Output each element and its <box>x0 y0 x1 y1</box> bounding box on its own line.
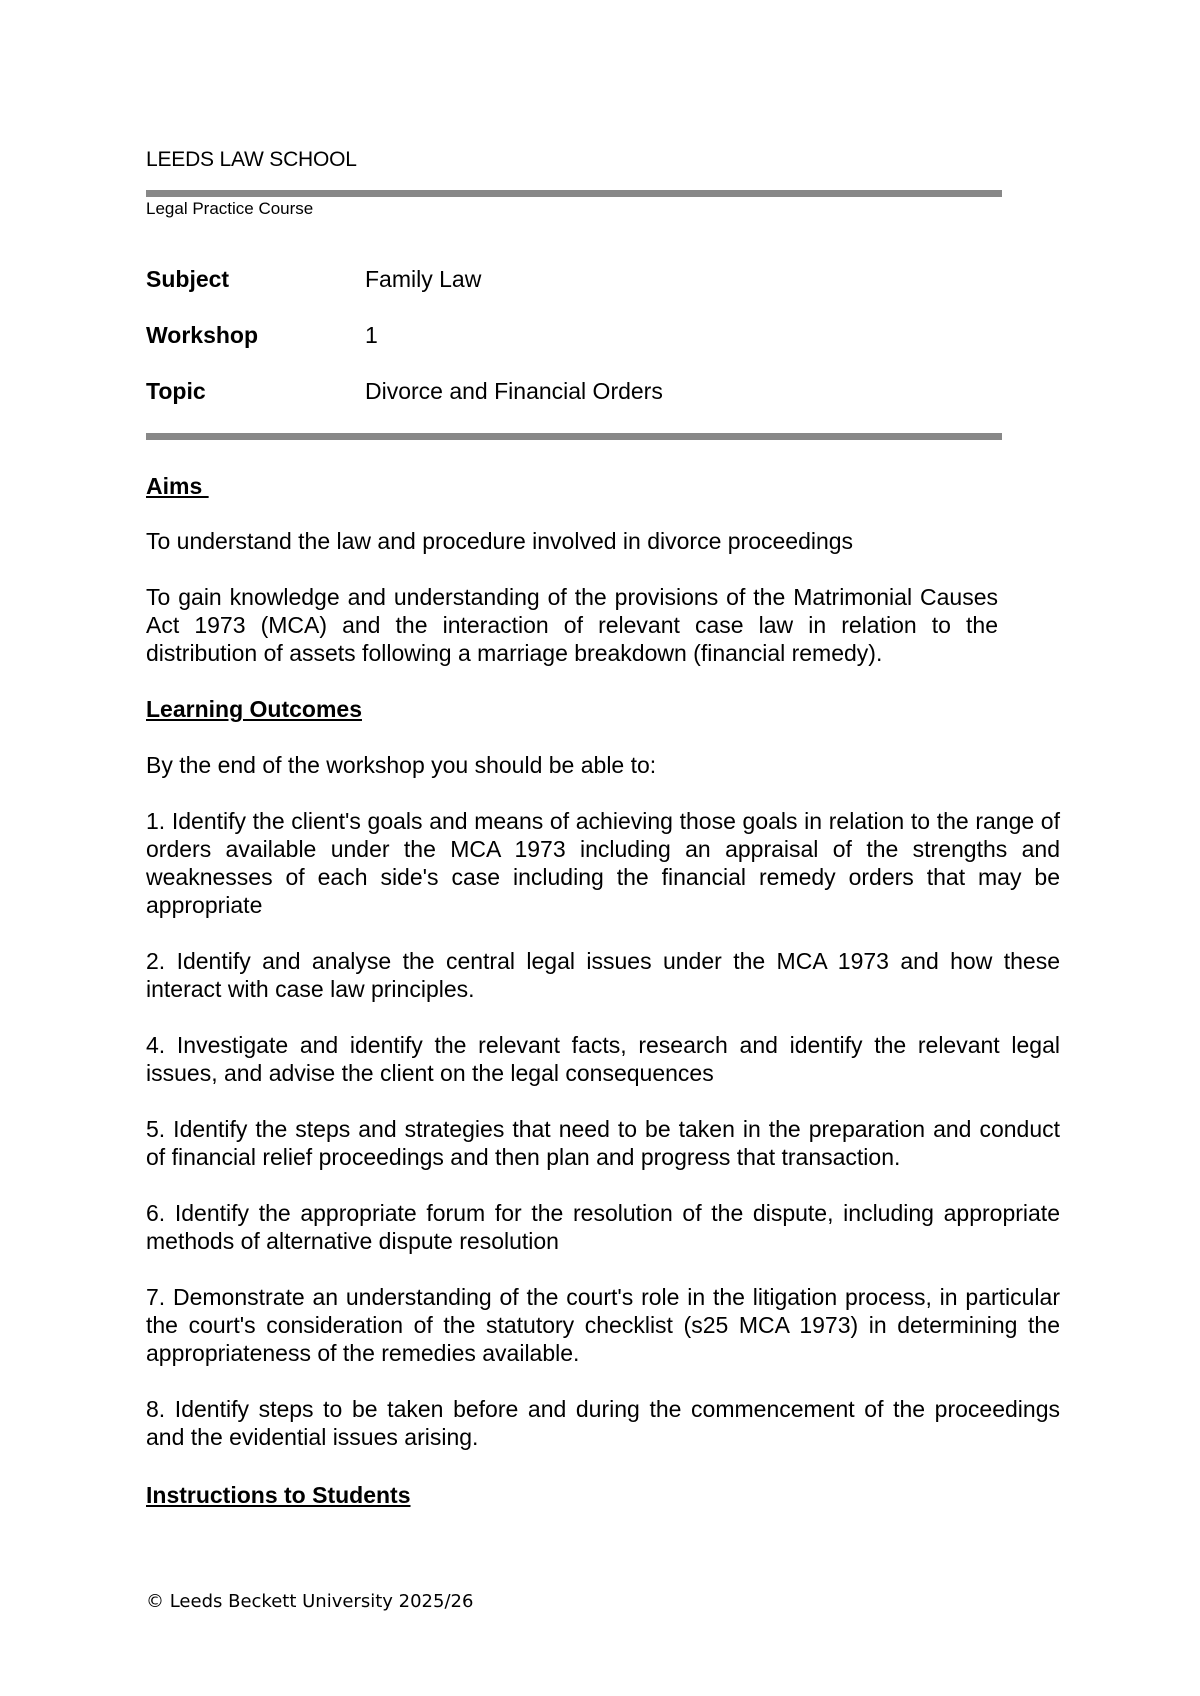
learning-outcome-item: 8. Identify steps to be taken before and during the commencement of the proceedings and the evidential issues arising. <box>146 1396 1060 1450</box>
copyright-footer: © Leeds Beckett University 2025/26 <box>146 1591 474 1612</box>
learning-outcome-item: 4. Investigate and identify the relevant facts, research and identify the relevant legal issues, and advise the client on the legal consequences <box>146 1032 1060 1086</box>
workshop-label: Workshop <box>146 322 259 348</box>
learning-outcome-item: 5. Identify the steps and strategies that need to be taken in the preparation and conduct of financial relief proceedings and then plan and progress that transaction. <box>146 1116 1060 1170</box>
aim-item: To understand the law and procedure involved in divorce proceedings <box>146 528 854 554</box>
learning-outcome-item: 1. Identify the client's goals and means of achieving those goals in relation to the range of orders available under the MCA 1973 including an appraisal of the strengths and weaknesses of each side's case including the financial remedy orders that may be appropriate <box>146 808 1060 918</box>
course-name: Legal Practice Course <box>146 199 314 218</box>
instructions-heading: Instructions to Students <box>146 1482 411 1508</box>
aim-item: To gain knowledge and understanding of the provisions of the Matrimonial Causes Act 1973 (MCA) and the interaction of relevant case law in relation to the distribution of assets following a marriage breakdown (financial remedy). <box>146 584 998 666</box>
subject-label: Subject <box>146 266 230 292</box>
workshop-value: 1 <box>365 322 378 348</box>
subject-value: Family Law <box>365 266 482 292</box>
learning-outcome-item: 6. Identify the appropriate forum for the resolution of the dispute, including appropriate methods of alternative dispute resolution <box>146 1200 1060 1254</box>
learning-outcomes-intro: By the end of the workshop you should be able to: <box>146 752 657 778</box>
aims-heading: Aims <box>146 473 209 499</box>
topic-label: Topic <box>146 378 206 404</box>
header-rule-top <box>146 190 1002 197</box>
header-rule-bottom <box>146 433 1002 440</box>
school-name: LEEDS LAW SCHOOL <box>146 148 357 171</box>
topic-value: Divorce and Financial Orders <box>365 378 663 404</box>
learning-outcome-item: 2. Identify and analyse the central legal issues under the MCA 1973 and how these interact with case law principles. <box>146 948 1060 1002</box>
learning-outcome-item: 7. Demonstrate an understanding of the court's role in the litigation process, in particular the court's consideration of the statutory checklist (s25 MCA 1973) in determining the appropriateness of the remedies available. <box>146 1284 1060 1366</box>
learning-outcomes-heading: Learning Outcomes <box>146 696 362 722</box>
